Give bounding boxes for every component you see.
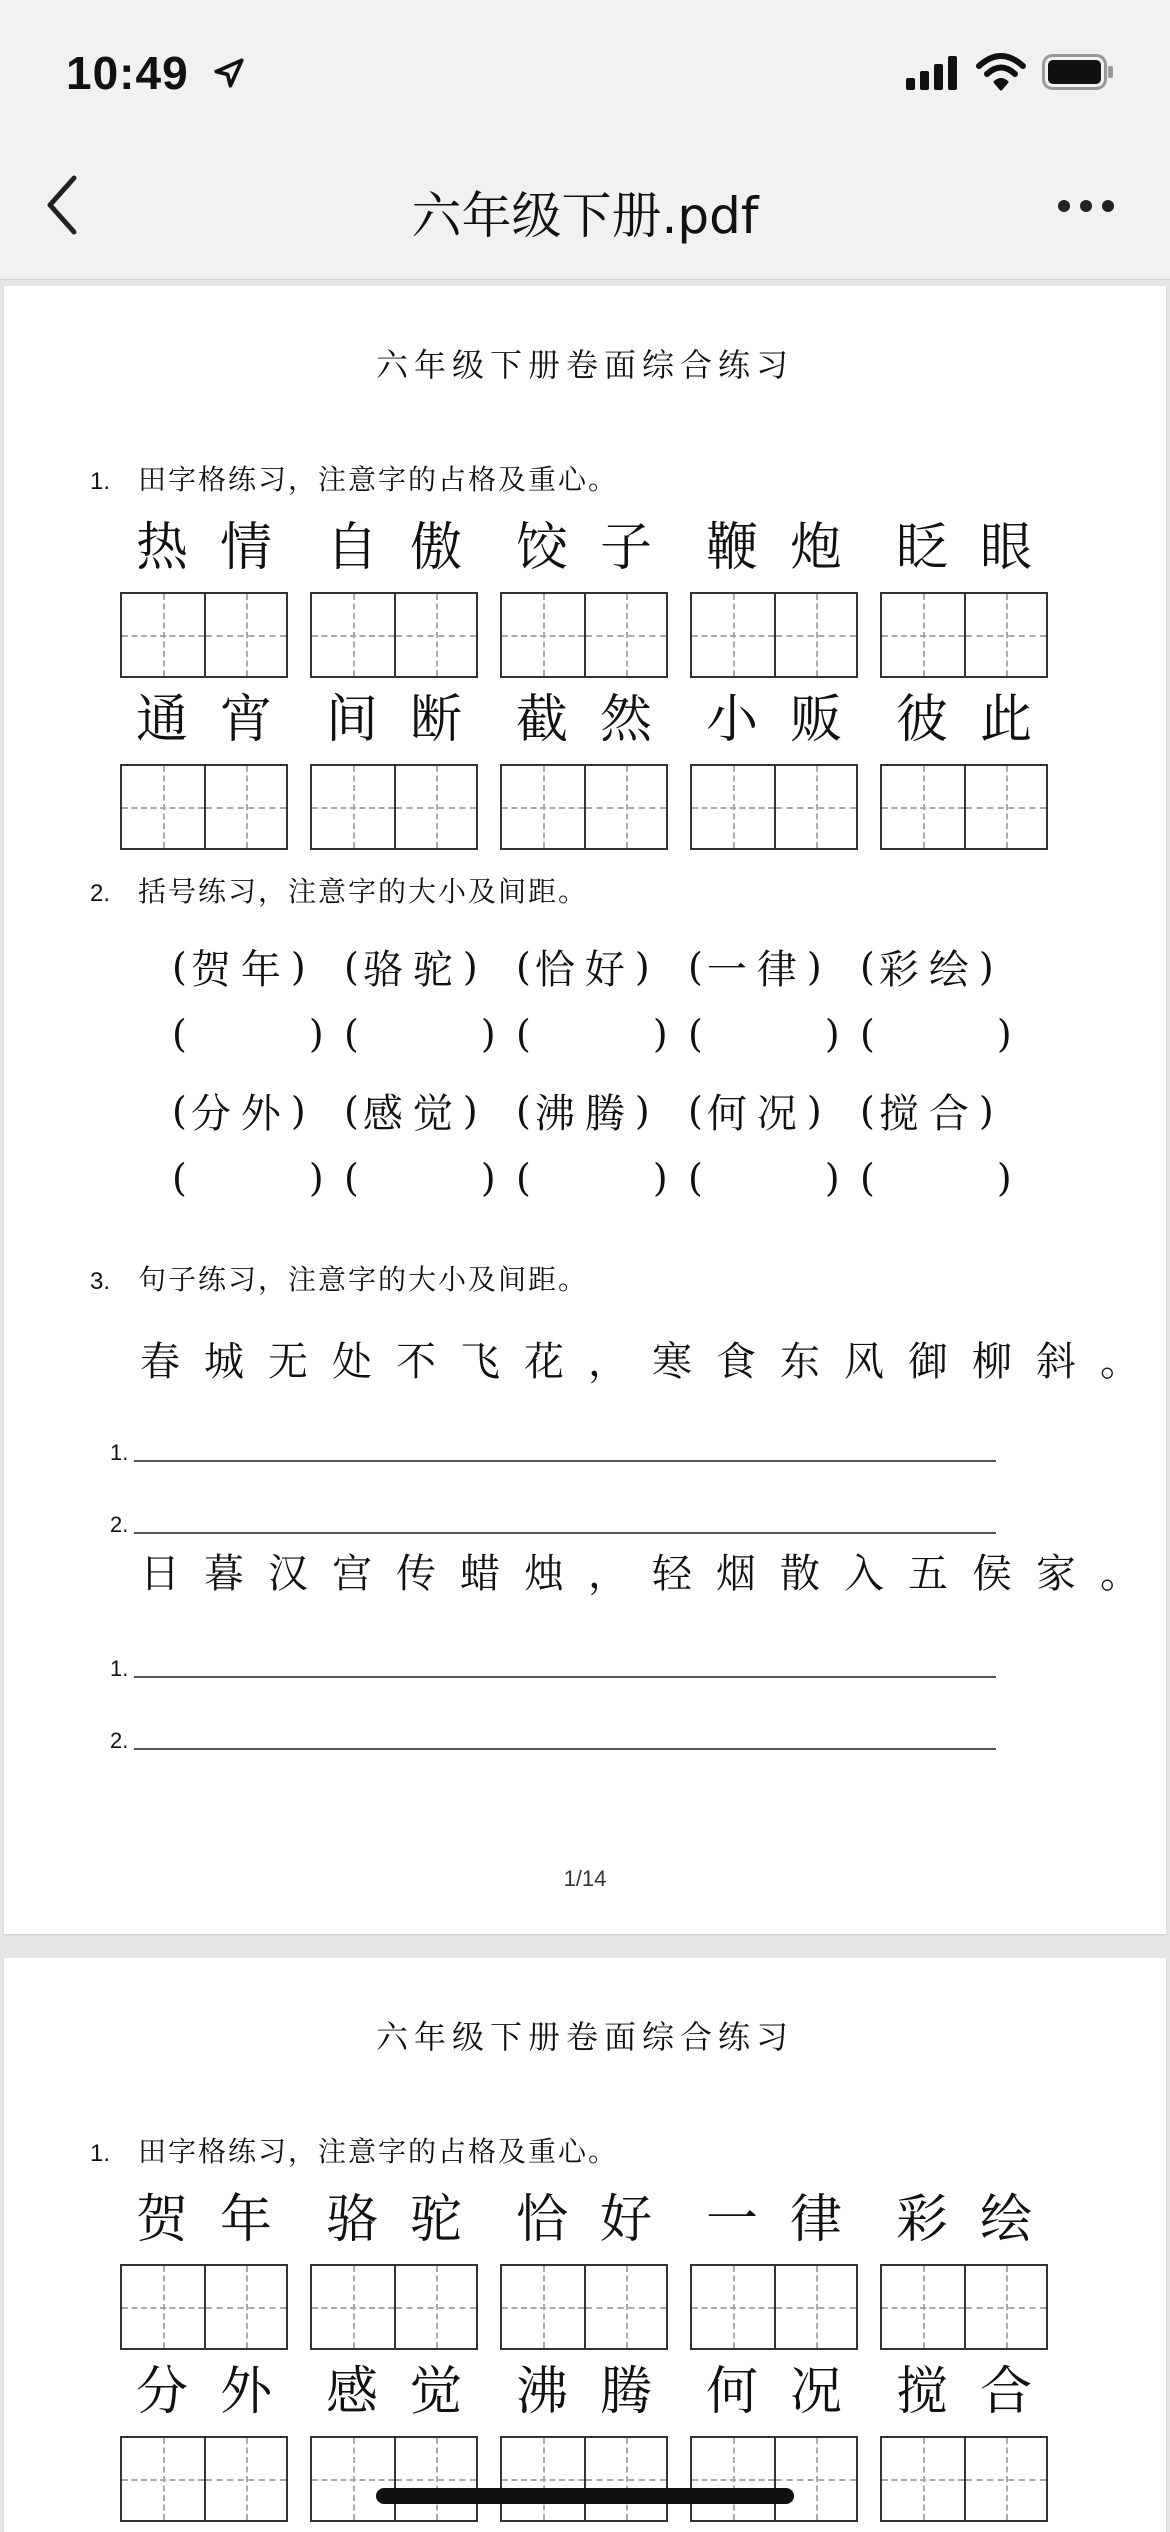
grid-words-row-1: [120, 2190, 1070, 2250]
grid-word: [880, 2190, 1070, 2250]
tianzige-cell: [122, 2438, 204, 2520]
tianzige-cell: [584, 766, 666, 848]
bracket-word-text: 贺年: [190, 947, 291, 993]
bracket-word-text: 何况: [706, 1091, 807, 1137]
tianzige-pair: [690, 2436, 858, 2522]
grid-char: 绘: [979, 2190, 1032, 2250]
practice-sentence-2: 日暮汉宫传蜡烛，轻烟散入五侯家。: [140, 1551, 1164, 1597]
bracket-blank: [688, 1012, 860, 1056]
grid-char: 眼: [979, 518, 1032, 578]
tianzige-pair: [120, 764, 288, 850]
line-number: 2.: [110, 1728, 129, 1753]
bracket-word: [516, 1082, 688, 1139]
section-number: 1.: [90, 468, 111, 495]
open-bracket: (: [172, 1156, 187, 1200]
tianzige-cell: [394, 2266, 476, 2348]
bracket-blank: [516, 1156, 688, 1200]
tianzige-row-1: [120, 592, 1070, 678]
close-bracket: ): [996, 1156, 1012, 1200]
grid-char: 傲: [409, 518, 462, 578]
open-bracket: (: [172, 944, 187, 989]
open-bracket: (: [344, 1088, 359, 1133]
tianzige-cell: [394, 766, 476, 848]
tianzige-cell: [964, 594, 1046, 676]
bracket-word: [688, 938, 860, 995]
close-bracket: ): [824, 1156, 840, 1200]
tianzige-cell: [394, 2438, 476, 2520]
tianzige-cell: [204, 594, 286, 676]
section-2-heading: [90, 870, 588, 910]
tianzige-cell: [774, 766, 856, 848]
open-bracket: (: [516, 1156, 531, 1200]
section-number: 1.: [90, 2140, 111, 2167]
open-bracket: (: [688, 944, 703, 989]
practice-sentence-1: 春城无处不飞花，寒食东风御柳斜。: [140, 1339, 1164, 1385]
bracket-word-text: 沸腾: [534, 1091, 635, 1137]
tianzige-cell: [204, 766, 286, 848]
bracket-words-row-1: [172, 938, 1032, 995]
grid-char: 炮: [789, 518, 842, 578]
bracket-word: [344, 1082, 516, 1139]
tianzige-cell: [882, 766, 964, 848]
grid-words-row-2: [120, 690, 1070, 750]
bracket-blank: [516, 1012, 688, 1056]
tianzige-pair: [120, 2436, 288, 2522]
close-bracket: ): [290, 1088, 306, 1133]
grid-word: [120, 2190, 310, 2250]
section-text: 句子练习，注意字的大小及间距。: [138, 1263, 589, 1296]
close-bracket: ): [824, 1012, 840, 1056]
tianzige-pair: [690, 2264, 858, 2350]
grid-char: 饺: [515, 518, 568, 578]
grid-char: 通: [135, 690, 188, 750]
grid-char: 一: [705, 2190, 758, 2250]
open-bracket: (: [516, 1012, 531, 1056]
page-title: 六年级下册卷面综合练习: [375, 2018, 794, 2056]
grid-char: 合: [979, 2362, 1032, 2422]
tianzige-pair: [880, 2264, 1048, 2350]
bracket-blank: [688, 1156, 860, 1200]
tianzige-cell: [122, 594, 204, 676]
open-bracket: (: [344, 1012, 359, 1056]
grid-word: [500, 2362, 690, 2422]
status-time: 10:49: [66, 47, 189, 99]
close-bracket: ): [652, 1012, 668, 1056]
tianzige-cell: [964, 2438, 1046, 2520]
tianzige-cell: [692, 594, 774, 676]
tianzige-cell: [774, 2438, 856, 2520]
page-title: 六年级下册卷面综合练习: [375, 346, 794, 384]
section-text: 田字格练习，注意字的占格及重心。: [138, 2135, 619, 2168]
tianzige-cell: [692, 2438, 774, 2520]
tianzige-pair: [690, 764, 858, 850]
grid-char: 断: [409, 690, 462, 750]
section-1-heading: [90, 2130, 618, 2170]
grid-char: 彩: [895, 2190, 948, 2250]
grid-char: 律: [789, 2190, 842, 2250]
grid-word: [120, 518, 310, 578]
bracket-blank: [172, 1012, 344, 1056]
bracket-word: [344, 938, 516, 995]
open-bracket: (: [860, 1156, 875, 1200]
section-number: 2.: [90, 880, 111, 907]
tianzige-cell: [584, 594, 666, 676]
more-icon[interactable]: [1056, 196, 1116, 216]
section-text: 括号练习，注意字的大小及间距。: [138, 875, 589, 908]
bracket-word: [860, 1082, 1032, 1139]
open-bracket: (: [516, 1088, 531, 1133]
grid-word: [880, 518, 1070, 578]
tianzige-pair: [690, 592, 858, 678]
grid-word: [310, 690, 500, 750]
grid-word: [880, 690, 1070, 750]
grid-word: [690, 2362, 880, 2422]
grid-char: 腾: [599, 2362, 652, 2422]
tianzige-pair: [500, 764, 668, 850]
grid-word: [310, 2190, 500, 2250]
open-bracket: (: [172, 1088, 187, 1133]
tianzige-pair: [120, 592, 288, 678]
grid-word: [690, 690, 880, 750]
grid-char: 骆: [325, 2190, 378, 2250]
bracket-blank: [172, 1156, 344, 1200]
tianzige-cell: [502, 594, 584, 676]
section-1-heading: [90, 458, 618, 498]
tianzige-cell: [774, 594, 856, 676]
line-number: 1.: [110, 1440, 129, 1465]
bracket-blank: [344, 1156, 516, 1200]
grid-char: 贺: [135, 2190, 188, 2250]
tianzige-pair: [500, 2436, 668, 2522]
close-bracket: ): [480, 1012, 496, 1056]
open-bracket: (: [516, 944, 531, 989]
tianzige-cell: [312, 766, 394, 848]
writing-rule: [134, 1676, 996, 1678]
bracket-blanks-row-1: [172, 1012, 1032, 1056]
tianzige-cell: [312, 2266, 394, 2348]
grid-char: 自: [325, 518, 378, 578]
home-indicator[interactable]: [376, 2488, 794, 2504]
writing-line: [110, 1494, 996, 1537]
grid-char: 子: [599, 518, 652, 578]
close-bracket: ): [978, 1088, 994, 1133]
bracket-word-text: 搅合: [878, 1091, 979, 1137]
tianzige-pair: [310, 592, 478, 678]
bracket-words-row-2: [172, 1082, 1032, 1139]
pdf-page-1[interactable]: [4, 286, 1166, 1934]
tianzige-cell: [204, 2438, 286, 2520]
grid-char: 沸: [515, 2362, 568, 2422]
tianzige-pair: [310, 2436, 478, 2522]
grid-char: 眨: [895, 518, 948, 578]
signal-icon: [906, 56, 958, 90]
writing-line: [110, 1422, 996, 1465]
grid-word: [310, 2362, 500, 2422]
tianzige-pair: [880, 592, 1048, 678]
open-bracket: (: [344, 1156, 359, 1200]
tianzige-cell: [882, 2438, 964, 2520]
grid-char: 外: [219, 2362, 272, 2422]
close-bracket: ): [634, 1088, 650, 1133]
open-bracket: (: [860, 944, 875, 989]
tianzige-pair: [500, 2264, 668, 2350]
grid-word: [120, 690, 310, 750]
bracket-word: [516, 938, 688, 995]
tianzige-row-2: [120, 2436, 1070, 2522]
grid-char: 贩: [789, 690, 842, 750]
bracket-blanks-row-2: [172, 1156, 1032, 1200]
close-bracket: ): [634, 944, 650, 989]
bracket-word: [688, 1082, 860, 1139]
grid-char: 彼: [895, 690, 948, 750]
line-number: 2.: [110, 1512, 129, 1537]
close-bracket: ): [308, 1156, 324, 1200]
tianzige-cell: [584, 2438, 666, 2520]
grid-char: 截: [515, 690, 568, 750]
open-bracket: (: [688, 1156, 703, 1200]
bracket-word-text: 一律: [706, 947, 807, 993]
tianzige-row-1: [120, 2264, 1070, 2350]
writing-rule: [134, 1460, 996, 1462]
grid-char: 况: [789, 2362, 842, 2422]
writing-rule: [134, 1748, 996, 1750]
section-text: 田字格练习，注意字的占格及重心。: [138, 463, 619, 496]
bracket-word-text: 感觉: [362, 1091, 463, 1137]
grid-word: [310, 518, 500, 578]
line-number: 1.: [110, 1656, 129, 1681]
close-bracket: ): [480, 1156, 496, 1200]
grid-char: 情: [219, 518, 272, 578]
grid-char: 恰: [515, 2190, 568, 2250]
writing-line: [110, 1638, 996, 1681]
grid-char: 鞭: [705, 518, 758, 578]
bracket-word: [860, 938, 1032, 995]
close-bracket: ): [290, 944, 306, 989]
tianzige-pair: [120, 2264, 288, 2350]
battery-icon: [1042, 54, 1114, 90]
grid-char: 宵: [219, 690, 272, 750]
open-bracket: (: [688, 1012, 703, 1056]
close-bracket: ): [462, 1088, 478, 1133]
tianzige-cell: [502, 2438, 584, 2520]
bracket-word-text: 分外: [190, 1091, 291, 1137]
grid-word: [690, 2190, 880, 2250]
grid-char: 热: [135, 518, 188, 578]
bracket-blank: [344, 1012, 516, 1056]
bracket-blank: [860, 1156, 1032, 1200]
tianzige-pair: [310, 2264, 478, 2350]
grid-word: [500, 2190, 690, 2250]
wifi-icon: [976, 52, 1026, 92]
close-bracket: ): [806, 1088, 822, 1133]
grid-char: 搅: [895, 2362, 948, 2422]
location-arrow-icon: [212, 56, 246, 90]
bracket-word-text: 骆驼: [362, 947, 463, 993]
tianzige-cell: [312, 594, 394, 676]
tianzige-cell: [584, 2266, 666, 2348]
grid-char: 感: [325, 2362, 378, 2422]
grid-char: 好: [599, 2190, 652, 2250]
bracket-word: [172, 938, 344, 995]
bracket-word-text: 恰好: [534, 947, 635, 993]
grid-char: 小: [705, 690, 758, 750]
pdf-page-2[interactable]: [4, 1958, 1166, 2532]
tianzige-cell: [204, 2266, 286, 2348]
writing-line: [110, 1710, 996, 1753]
tianzige-cell: [122, 2266, 204, 2348]
grid-char: 分: [135, 2362, 188, 2422]
tianzige-cell: [502, 2266, 584, 2348]
tianzige-cell: [964, 766, 1046, 848]
open-bracket: (: [344, 944, 359, 989]
grid-char: 间: [325, 690, 378, 750]
tianzige-pair: [880, 2436, 1048, 2522]
tianzige-pair: [310, 764, 478, 850]
tianzige-cell: [774, 2266, 856, 2348]
grid-char: 然: [599, 690, 652, 750]
tianzige-cell: [964, 2266, 1046, 2348]
tianzige-cell: [882, 594, 964, 676]
grid-word: [690, 518, 880, 578]
grid-word: [880, 2362, 1070, 2422]
close-bracket: ): [996, 1012, 1012, 1056]
tianzige-cell: [502, 766, 584, 848]
close-bracket: ): [806, 944, 822, 989]
grid-word: [120, 2362, 310, 2422]
tianzige-cell: [882, 2266, 964, 2348]
open-bracket: (: [860, 1012, 875, 1056]
section-number: 3.: [90, 1268, 111, 1295]
bracket-word-text: 彩绘: [878, 947, 979, 993]
open-bracket: (: [688, 1088, 703, 1133]
page-number: 1/14: [563, 1866, 607, 1891]
grid-char: 年: [219, 2190, 272, 2250]
open-bracket: (: [172, 1012, 187, 1056]
document-title: 六年级下册.pdf: [411, 187, 759, 245]
grid-char: 驼: [409, 2190, 462, 2250]
top-bar: [0, 0, 1170, 280]
grid-char: 此: [979, 690, 1032, 750]
tianzige-pair: [500, 592, 668, 678]
open-bracket: (: [860, 1088, 875, 1133]
close-bracket: ): [652, 1156, 668, 1200]
tianzige-cell: [394, 594, 476, 676]
section-3-heading: [90, 1258, 588, 1298]
tianzige-cell: [692, 766, 774, 848]
tianzige-cell: [312, 2438, 394, 2520]
tianzige-cell: [692, 2266, 774, 2348]
tianzige-cell: [122, 766, 204, 848]
grid-words-row-1: [120, 518, 1070, 578]
tianzige-row-2: [120, 764, 1070, 850]
grid-word: [500, 690, 690, 750]
writing-rule: [134, 1532, 996, 1534]
grid-word: [500, 518, 690, 578]
bracket-word: [172, 1082, 344, 1139]
close-bracket: ): [462, 944, 478, 989]
grid-words-row-2: [120, 2362, 1070, 2422]
grid-char: 觉: [409, 2362, 462, 2422]
close-bracket: ): [308, 1012, 324, 1056]
close-bracket: ): [978, 944, 994, 989]
bracket-blank: [860, 1012, 1032, 1056]
tianzige-pair: [880, 764, 1048, 850]
grid-char: 何: [705, 2362, 758, 2422]
